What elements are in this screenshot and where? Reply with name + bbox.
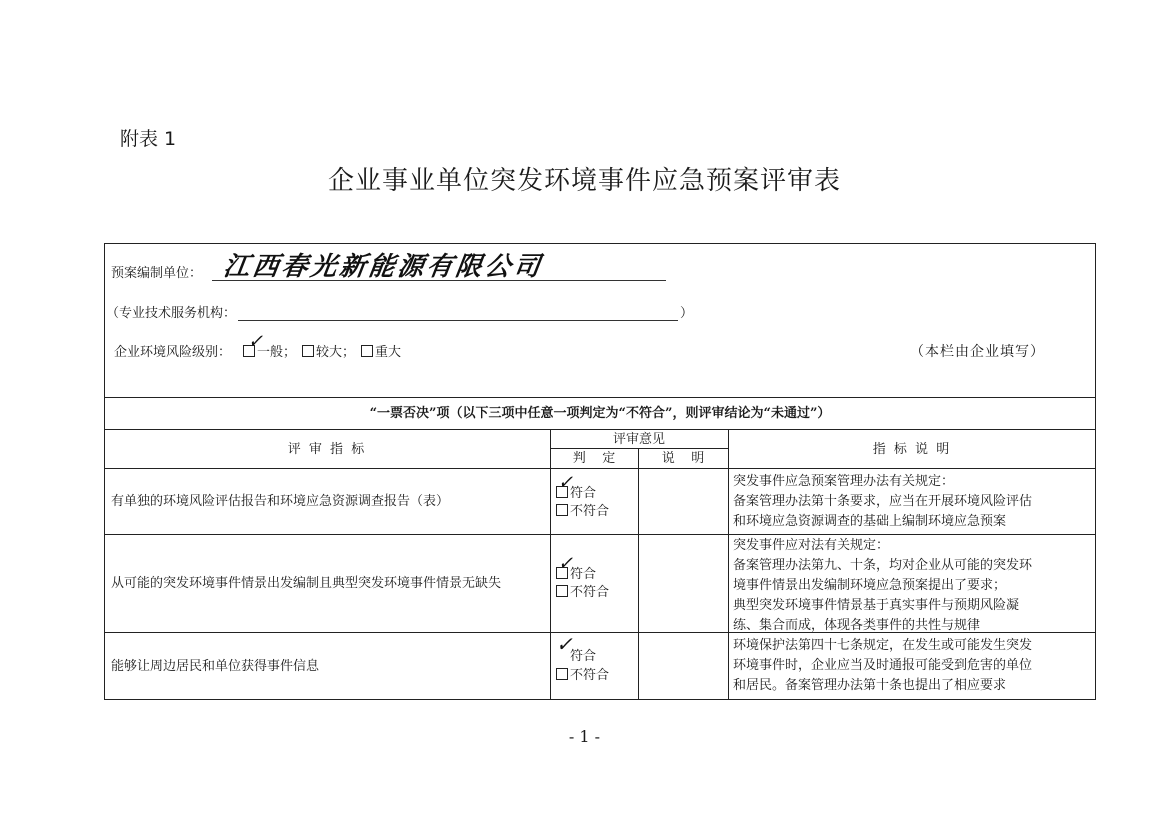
- page-number: - 1 -: [568, 727, 601, 746]
- risk-option-severe[interactable]: 重大: [361, 345, 401, 361]
- divider-header: [104, 468, 1096, 469]
- note-line: 境事件情景出发编制环境应急预案提出了要求；: [733, 578, 1007, 593]
- risk-option-general[interactable]: 一般；: [243, 345, 296, 361]
- checkmark-icon: ✓: [558, 553, 574, 574]
- checkmark-icon: ✓: [248, 331, 264, 352]
- agency-underline: [238, 320, 678, 321]
- unit-value-handwritten: 江西春光新能源有限公司: [221, 252, 545, 282]
- note-line: 和居民。备案管理办法第十条也提出了相应要求: [733, 678, 1007, 693]
- row1-pass[interactable]: 符合: [556, 486, 596, 502]
- checkbox[interactable]: [556, 585, 568, 597]
- risk-label: 企业环境风险级别：: [114, 345, 232, 360]
- page-title: 企业事业单位突发环境事件应急预案评审表: [327, 166, 841, 196]
- col-divider-2: [638, 448, 639, 700]
- divider-row1: [104, 534, 1096, 535]
- note-line: 环境保护法第四十七条规定，在发生或可能发生突发: [733, 638, 1033, 653]
- row1-fail[interactable]: 不符合: [556, 504, 609, 520]
- note-line: 备案管理办法第十条要求，应当在开展环境风险评估: [733, 494, 1033, 509]
- col-explain: 说 明: [661, 451, 705, 466]
- checkmark-icon: ✓: [556, 632, 573, 656]
- row2-fail[interactable]: 不符合: [556, 585, 609, 601]
- col-divider-3: [728, 429, 729, 700]
- checkmark-icon: ✓: [558, 472, 574, 493]
- note-line: 练、集合而成，体现各类事件的共性与规律: [733, 618, 981, 633]
- note-line: 和环境应急资源调查的基础上编制环境应急预案: [733, 514, 1007, 529]
- col-divider-1: [550, 429, 551, 700]
- row2-notes: [733, 536, 1032, 636]
- checkbox[interactable]: [361, 345, 373, 357]
- risk-option-major[interactable]: 较大；: [302, 345, 355, 361]
- note-line: 突发事件应急预案管理办法有关规定：: [733, 474, 955, 489]
- row2-pass[interactable]: 符合: [556, 567, 596, 583]
- checkbox[interactable]: [556, 668, 568, 680]
- note-line: 备案管理办法第九、十条，均对企业从可能的突发环: [733, 558, 1033, 573]
- unit-underline: [212, 280, 666, 281]
- checkbox[interactable]: [556, 504, 568, 516]
- col-opinion: 评审意见: [612, 432, 665, 447]
- appendix-label: 附表 1: [120, 128, 177, 150]
- row1-notes: [733, 472, 1032, 532]
- row3-notes: [733, 636, 1032, 696]
- divider-veto: [104, 429, 1096, 430]
- note-line: 突发事件应对法有关规定：: [733, 538, 890, 553]
- col-criteria: 评 审 指 标: [287, 442, 367, 457]
- divider-info: [104, 397, 1096, 398]
- checkbox[interactable]: [302, 345, 314, 357]
- note-line: 环境事件时，企业应当及时通报可能受到危害的单位: [733, 658, 1033, 673]
- row3-pass[interactable]: 符合: [556, 649, 596, 665]
- row3-criterion: 能够让周边居民和单位获得事件信息: [111, 659, 320, 674]
- veto-header: “一票否决”项（以下三项中任意一项判定为“不符合”，则评审结论为“未通过”）: [369, 406, 831, 421]
- row3-fail[interactable]: 不符合: [556, 668, 609, 684]
- col-judgement: 判 定: [572, 451, 616, 466]
- divider-opinion-sub: [550, 448, 728, 449]
- row1-criterion: 有单独的环境风险评估报告和环境应急资源调查报告（表）: [111, 494, 450, 509]
- note-line: 典型突发环境事件情景基于真实事件与预期风险凝: [733, 598, 1020, 613]
- col-notes: 指 标 说 明: [872, 442, 952, 457]
- unit-label: 预案编制单位：: [111, 266, 203, 281]
- row2-criterion: 从可能的突发环境事件情景出发编制且典型突发环境事件情景无缺失: [111, 576, 502, 591]
- agency-close: ）: [680, 306, 694, 321]
- filled-by-note: （本栏由企业填写）: [910, 344, 1045, 360]
- agency-label: （专业技术服务机构：: [106, 306, 237, 321]
